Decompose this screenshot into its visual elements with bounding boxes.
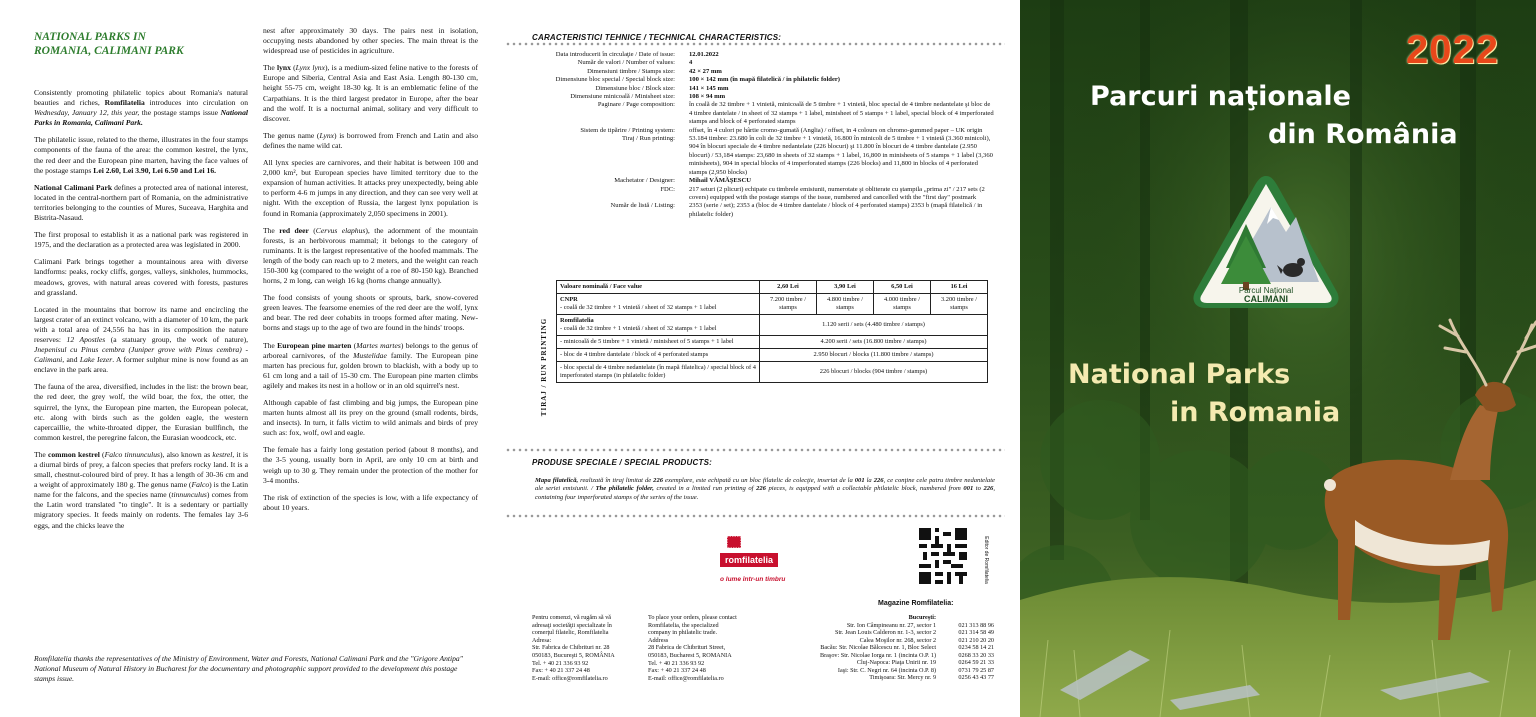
table-row: Romfilatelia - coală de 32 timbre + 1 vinietă / sheet of 32 stamps + 1 label 1.120 serii / sets (4.480 timbre / stamps) (557, 315, 988, 336)
qr-code (919, 528, 967, 584)
paragraph: The fauna of the area, diversified, includes in the list: the brown bear, the red deer, the grey wolf, the wild boar, the fox, the otter, the squirrel, the lynx, the European pine marten, the European polecat, etc. along with birds such as the golden eagle, the western capercaillie, the white-throated dipper, the Eurasian bullfinch, the common kestrel, the peregrine falcon, the Eurasian woodcock, etc. (34, 382, 248, 442)
paragraph: The genus name (Lynx) is borrowed from French and Latin and also defines the name wild cat. (263, 130, 478, 150)
table-row: - bloc de 4 timbre dantelate / block of 4 perforated stamps 2.950 blocuri / blocks (11.800 timbre / stamps) (557, 349, 988, 362)
table-row: - minicoală de 5 timbre + 1 vinietă / minisheet of 5 stamps + 1 label 4.200 serii / sets (16.800 timbre / stamps) (557, 336, 988, 349)
spec-row: Dimensiune minicoală / Minisheet size: 108 × 94 mm (570, 93, 726, 101)
shop-row: Timişoara: Str. Mercy nr. 9 0256 43 43 77 (869, 674, 994, 681)
contact-line: Pentru comenzi, vă rugăm să vă (532, 614, 612, 621)
spec-row: Paginare / Page composition: în coală de 32 timbre + 1 vinietă, minicoală de 5 timbre + 1 vinietă, bloc special de 4 timbre nedantelate şi bloc de 4 timbre dantelate / in sheet of 32 stamps + 1 label, minisheet of 5 stamps + 1 label, special block of 4 imperforated stamps and block of 4 perforated stamps (597, 101, 994, 126)
paragraph: Consistently promoting philatelic topics about Romania's natural beauties and riches, Romfilatelia introduces into circulation on Wednesday, January 12, this year, the postage stamps issue National Parks in Romania, Calimani Park. (34, 88, 248, 128)
shop-row: Cluj-Napoca: Piaţa Unirii nr. 19 0264 59 21 33 (856, 659, 994, 666)
article-heading: NATIONAL PARKS IN ROMANIA, CALIMANI PARK (34, 31, 184, 57)
contact-line: E-mail: office@romfilatelia.ro (532, 674, 608, 682)
contact-line: Tel. + 40 21 336 93 92 (648, 659, 705, 667)
contact-line: 050183, Bucharest 5, ROMANIA (648, 651, 732, 659)
paragraph: The European pine marten (Martes martes) belongs to the genus of arboreal carnivores, of the Mustelidae family. The European pine marten has precious fur, golden brown to blackish, with a body up to 61 cm long and a tail of 15-30 cm. The European pine marten climbs agilely and makes its nest in a hollow or in an old squirrel's nest. (263, 340, 478, 390)
paragraph: nest after approximately 30 days. The pairs nest in isolation, occupying nests abandoned by other species. The main threat is the widespread use of pesticides in agriculture. (263, 26, 478, 56)
shop-row: Bucureşti: (908, 614, 937, 621)
tech-title: CARACTERISTICI TEHNICE / TECHNICAL CHARACTERISTICS: (532, 33, 782, 42)
contact-line: To place your orders, please contact (648, 614, 737, 621)
contact-line: E-mail: office@romfilatelia.ro (648, 674, 724, 682)
contact-ro (532, 614, 615, 682)
dotted-divider (505, 448, 1005, 452)
cover-title-en: National Parks in Romania (1068, 359, 1341, 428)
run-printing-table: Valoare nominală / Face value 2,60 Lei 3,90 Lei 6,50 Lei 16 Lei CNPR - coală de 32 timbre + 1 vinietă / sheet of 32 stamps + 1 label 7.200 timbre / stamps 4.800 timbre / stamps 4.000 timbre / stamps 3.200 timbre / stamps Romfilatelia - coală de 32 timbre + 1 vinietă / sheet of 32 stamps + 1 label 1.120 serii / sets (4.480 timbre / stamps) - minicoală de 5 timbre + 1 vinietă / minisheet of 5 stamps + 1 label 4.200 serii / sets (16.800 timbre / stamps) - bloc de 4 timbre dantelate / block of 4 perforated stamps 2.950 blocuri / blocks (11.800 timbre / stamps) - bloc special de 4 timbre nedantelate (în mapă filatelica) / special block of 4 imperforated stamps (in philatelic folder) 226 blocuri / blocks (904 timbre / stamps) (556, 280, 988, 383)
special-products-text: Mapa filatelică, realizată în tiraj limitat de 226 exemplare, este echipată cu un bloc filatelic de colecţie, inseriat de la 001 la 226, ce conţine cele patru timbre nedantelate ale seriei emisiunii. / The philatelic folder, created in a limited run printing of 226 pieces, is equipped with a collectable philatelic block, numbered from 001 to 226, containing four imperforated stamps of the series of the issue. (535, 477, 995, 501)
shop-row: Bacău: Str. Nicolae Bălcescu nr. 1, Bloc Select 0234 58 14 21 (820, 644, 994, 651)
editor-note: Editor de Romfilatelia (983, 536, 989, 584)
special-products-title: PRODUSE SPECIALE / SPECIAL PRODUCTS: (532, 458, 712, 467)
spec-row: Număr de listă / Listing: 2353 (serie / set); 2353 a (bloc de 4 timbre dantelate / block of 4 perforated stamps) 2353 b (mapă filatelică / in philatelic folder) (610, 202, 983, 218)
contact-line: 28 Fabrica de Chibrituri Street, (648, 644, 726, 652)
dotted-divider (505, 42, 1005, 46)
spec-row: Număr de valori / Number of values: 4 (577, 59, 693, 67)
paragraph: The female has a fairly long gestation period (about 8 months), and the 3-5 young, usually born in April, are only 10 cm at birth and weigh up to 30 g. They remain under the protection of the mother for 3-4 months. (263, 445, 478, 485)
paragraph: Located in the mountains that borrow its name and encircling the largest crater of an extinct volcano, with a diameter of 10 km, the park with a total area of 24,556 ha has in its composition the nature reserves: 12 Apostles (a statuary group, the work of nature), Jnepenisul cu Pinus cembra (Juniper grove with Pinus cembra) - Calimani, and Lake Iezer. A former sulphur mine is now found as an enclave in the park area. (34, 304, 249, 375)
paragraph: Although capable of fast climbing and big jumps, the European pine marten hunts almost all its prey on the ground (small rodents, birds, and insects). In turn, it falls victim to wild animals and birds of prey such as: fox, wolf, owl and eagle. (263, 398, 478, 438)
run-printing-side-label: TIRAJ / RUN PRINTING (540, 317, 548, 417)
spec-row: Dimensiune bloc special / Special block size: 100 × 142 mm (în mapă filatelică / in philatelic folder) (555, 76, 841, 84)
contact-line: 050183, Bucureşti 5, ROMÂNIA (532, 651, 615, 659)
shop-row: Iaşi: Str. C. Negri nr. 64 (incinta O.P. 8) 0731 79 25 87 (837, 666, 994, 674)
paragraph: The first proposal to establish it as a national park was registered in 1975, and the declaration as a protected area was legislated in 2000. (34, 230, 248, 250)
shops-table (758, 614, 994, 682)
contact-line: comerţul filatelic, Romfilatelia (532, 629, 609, 637)
contact-line: Romfilatelia, the specialized (648, 621, 719, 629)
cover-title-ro: Parcuri naţionale din România (1090, 81, 1458, 150)
spec-row: FDC: 217 seturi (2 plicuri) echipate cu timbrele emisiunii, numerotate şi obliterate cu ştampila „prima zi" / 217 sets (2 covers) equipped with the postage stamps of the issue, numbered and cancelled with the "first day" postmark (660, 185, 985, 201)
paragraph: National Calimani Park defines a protected area of national interest, located in the central-northern part of Romania, on the administrative territories belonging to the counties of Mures, Suceava, Harghita and Bistrita-Nasaud. (34, 182, 248, 223)
text-column-2 (263, 26, 478, 520)
shop-row: Braşov: Str. Nicolae Iorga nr. 1 (incinta O.P. 1) 0268 33 20 33 (819, 651, 994, 659)
contact-line: Address (648, 636, 669, 644)
table-row: CNPR - coală de 32 timbre + 1 vinietă / sheet of 32 stamps + 1 label 7.200 timbre / stamps 4.800 timbre / stamps 4.000 timbre / stamps 3.200 timbre / stamps (557, 294, 988, 315)
shop-row: Str. Jean Louis Calderon nr. 1-3, sector 2 021 314 58 49 (835, 629, 994, 636)
paragraph: The risk of extinction of the species is low, with a life expectancy of about 10 years. (263, 492, 478, 512)
paragraph: The common kestrel (Falco tinnunculus), also known as kestrel, it is a diurnal birds of prey, a falcon species that prefers rocky land. It is a small, chestnut-coloured bird of prey. It has a length of 30-36 cm and a weight of approximately 180 g. The genus name (Falco) is the Latin name for the falcons, and the species name (tinnunculus) comes from the Latin word translated "to tingle". It is a sedentary or partially migratory species. It feeds mainly on rodents. The females lay 3-6 eggs, and the chicks leave the (34, 449, 248, 530)
tech-spec-list (505, 51, 995, 219)
acknowledgement: Romfilatelia thanks the representatives of the Ministry of Environment, Water and Forests, National Calimani Park and the "Grigore Antipa" National Museum of Natural History in Bucharest for the documentary and photographic support provided to the development this postage stamps issue. (34, 654, 463, 684)
contact-line: Tel. + 40 21 336 93 92 (532, 659, 589, 667)
dotted-divider (505, 514, 1005, 518)
shop-row: Calea Moşilor nr. 268, sector 2 021 210 20 20 (859, 636, 994, 644)
romfilatelia-logo: romfilatelia o lume într-un timbru (720, 535, 802, 586)
stamp-icon (726, 535, 742, 549)
spec-row: Dimensiune bloc / Block size: 141 × 145 mm (595, 84, 729, 92)
spec-row: Tiraj / Run printing: 53.184 timbre: 23.680 în coli de 32 timbre + 1 vinietă, 16.800 în minicoli de 5 timbre + 1 vinietă (3.360 minicoli), 904 în blocuri speciale de 4 timbre nedantelate (226 blocuri) şi 11.800 în blocuri de 4 timbre dantelate (2.950 blocuri) / 53,184 stamps: 23,680 in sheets of 32 stamps + 1 label, 16,800 in minisheets of 5 stamps + 1 label (3,360 minisheets), 904 in special blocks of 4 imperforated stamps (226 blocks) and 11,800 in blocks of 4 perforated stamps (2,950 blocks) (621, 135, 993, 176)
table-row: - bloc special de 4 timbre nedantelate (în mapă filatelica) / special block of 4 imperforated stamps (in philatelic folder) 226 blocuri / blocks (904 timbre / stamps) (557, 362, 988, 383)
paragraph: The food consists of young shoots or sprouts, bark, snow-covered green leaves. The fearsome enemies of the red deer are the wolf, lynx and bear. The red deer cohabits in troops formed after mating. New-borns and stags up to the age of two are found in the hinds' troops. (263, 293, 478, 333)
shop-row: Str. Ion Câmpineanu nr. 27, sector 1 021 313 88 96 (846, 621, 994, 629)
paragraph: The lynx (Lynx lynx), is a medium-sized feline native to the forests of Europe and Siberia, Central Asia and East Asia. Length 80-130 cm, height 55-75 cm, weight 18-30 kg. It is an emblematic feline of the Carpathians. It is the third largest predator in Europe, after the bear and the wolf. It is a nocturnal animal, solitary and very difficult to discover. (263, 63, 478, 123)
contact-line: company in philatelic trade. (648, 629, 718, 637)
contact-line: Str. Fabrica de Chibrituri nr. 28 (532, 644, 610, 652)
contact-line: Fax: + 40 21 337 24 48 (648, 667, 706, 675)
contact-en (648, 614, 737, 682)
issue-year: 2022 (1406, 28, 1499, 72)
shops-title: Magazine Romfilatelia: (878, 600, 954, 607)
spec-row: Machetator / Designer: Mihail VĂMĂŞESCU (614, 177, 751, 185)
text-column-1 (34, 30, 248, 538)
contact-line: Fax: + 40 21 337 24 48 (532, 667, 590, 675)
paragraph: The philatelic issue, related to the theme, illustrates in the four stamps components of the fauna of the area: the common kestrel, the lynx, the red deer and the European pine marten, having the face values of the postage stamps Lei 2.60, Lei 3.90, Lei 6.50 and Lei 16. (34, 135, 248, 175)
spec-row: Sistem de tipărire / Printing system: offset, în 4 culori pe hârtie cromo-gumată (Anglia) / offset, in 4 colours on chromo-gummed paper – UK origin (580, 126, 983, 134)
spec-row: Data introducerii în circulaţie / Date of issue: 12.01.2022 (555, 51, 719, 58)
spec-row: Dimensiuni timbre / Stamps size: 42 × 27 mm (587, 67, 722, 75)
paragraph: The red deer (Cervus elaphus), the adornment of the mountain forests, is an herbivorous mammal; it belongs to the category of ruminants. It is the largest representative of the hoofed mammals. The length of the body can reach up to 2 meters, and the weight can reach 150-300 kg (compared to the weight of a roe of 80-150 kg). Branched horns, 2 m long, can weigh 16 kg (horns change annually). (263, 225, 478, 286)
calimani-park-badge: Parcul Naţional CALIMANI (1191, 172, 1341, 312)
paragraph: All lynx species are carnivores, and their habitat is between 100 and 2,000 km², but European species have limited territory due to the expansion of human activities. It attacks prey unexpectedly, being able to perform 4-6 m jumps in any direction, and they can see very well at night. With the exception of Russia, the largest lynx population is found in Romania (approximately 2,050 specimens in 2001). (263, 158, 478, 218)
paragraph: Calimani Park brings together a mountainous area with diverse landforms: peaks, rocky cliffs, gorges, valleys, sinkholes, hummocks, meadows, groves, with natural areas covered with forests, pastures and grassland. (34, 257, 248, 297)
contact-line: adresaţi societăţii specializate în (532, 621, 612, 629)
contact-line: Adresa: (532, 636, 552, 644)
cover-photo (1020, 0, 1536, 717)
